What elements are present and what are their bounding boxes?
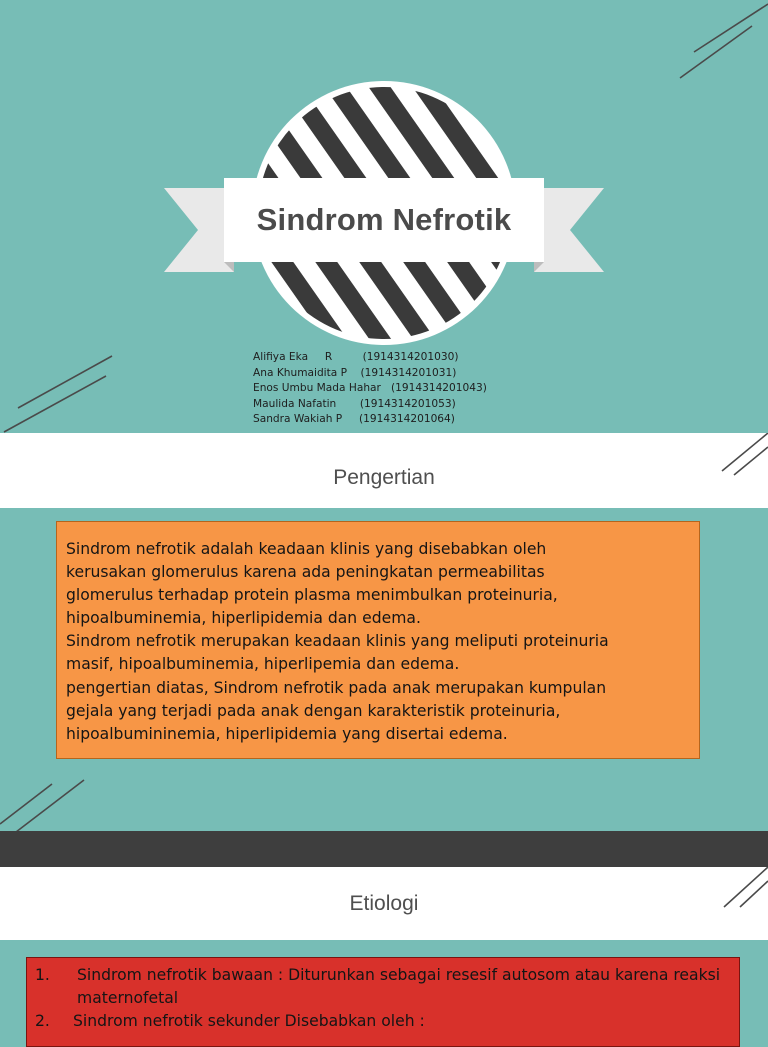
list-text: Sindrom nefrotik sekunder Disebabkan oleh : <box>73 1012 425 1030</box>
slide-divider-bar <box>0 831 768 867</box>
author-row: Ana Khumaidita P (1914314201031) <box>253 366 457 379</box>
section-header-etiologi <box>0 867 768 940</box>
presentation-title: Sindrom Nefrotik <box>256 202 512 237</box>
list-text: Sindrom nefrotik bawaan : Diturunkan sebagai resesif autosom atau karena reaksi maternofetal <box>77 966 721 1007</box>
definition-line: hipoalbumininemia, hiperlipidemia yang disertai edema. <box>66 724 508 743</box>
section-header-pengertian <box>0 433 768 508</box>
definition-line: glomerulus terhadap protein plasma menimbulkan proteinuria, <box>66 586 558 605</box>
author-row: Alifiya Eka R (1914314201030) <box>253 351 459 363</box>
author-row: Enos Umbu Mada Hahar (1914314201043) <box>253 382 487 394</box>
definition-box <box>56 521 700 759</box>
definition-line: kerusakan glomerulus karena ada peningkatan permeabilitas <box>66 563 545 582</box>
definition-line: masif, hipoalbuminemia, hiperlipemia dan edema. <box>66 655 460 674</box>
definition-line: Sindrom nefrotik merupakan keadaan klinis yang meliputi proteinuria <box>66 632 609 651</box>
etiology-box <box>26 957 740 1047</box>
definition-line: gejala yang terjadi pada anak dengan karakteristik proteinuria, <box>66 701 561 720</box>
definition-line: hipoalbuminemia, hiperlipidemia dan edema. <box>66 609 421 628</box>
decorative-lines <box>0 776 90 832</box>
definition-line: pengertian diatas, Sindrom nefrotik pada anak merupakan kumpulan <box>66 678 607 697</box>
list-number: 2. <box>35 1012 50 1030</box>
definition-line: Sindrom nefrotik adalah keadaan klinis yang disebabkan oleh <box>66 540 547 558</box>
list-number: 1. <box>35 966 50 984</box>
author-list <box>253 350 487 428</box>
author-row: Sandra Wakiah P (1914314201064) <box>253 413 455 425</box>
list-item <box>35 964 733 1010</box>
title-slide <box>0 0 768 433</box>
section-title: Pengertian <box>333 466 435 489</box>
section-title: Etiologi <box>349 892 419 915</box>
author-row: Maulida Nafatin (1914314201053) <box>253 397 456 410</box>
list-item <box>35 1010 733 1033</box>
